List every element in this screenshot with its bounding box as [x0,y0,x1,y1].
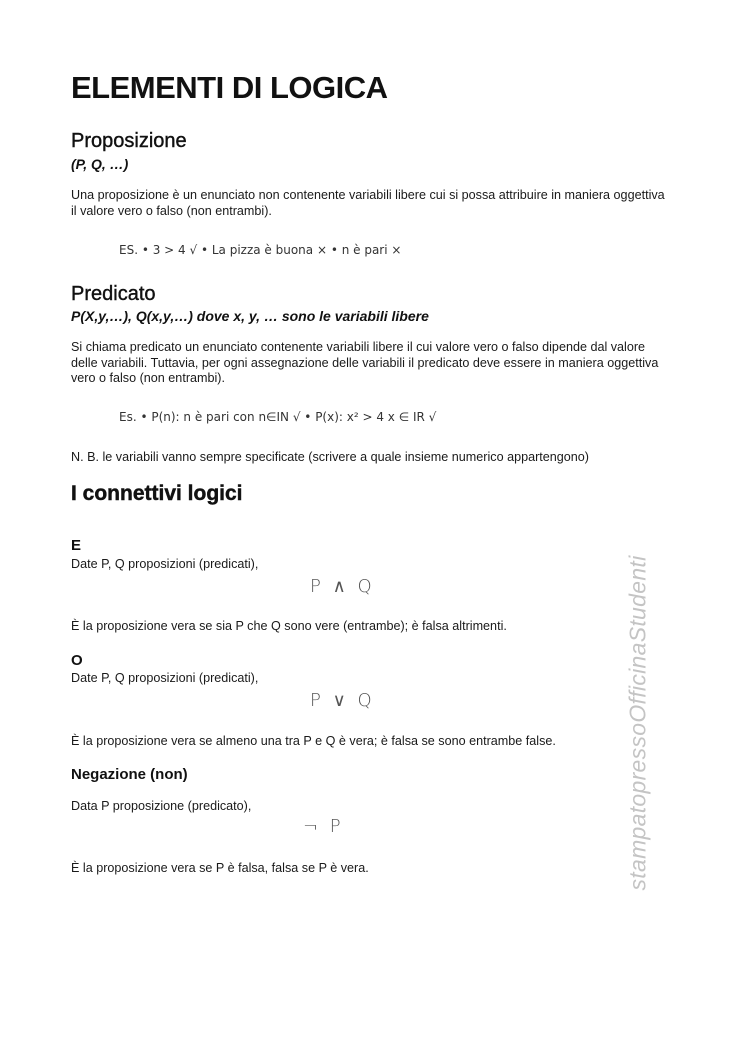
proposizione-example: ES. • 3 > 4 √ • La pizza è buona × • n è pari × [119,243,402,257]
or-formula: P ∨ Q [310,690,375,711]
predicato-subtitle: P(X,y,…), Q(x,y,…) dove x, y, … sono le variabili libere [71,308,429,324]
and-intro: Date P, Q proposizioni (predicati), [71,557,259,571]
proposizione-heading: Proposizione [71,130,187,152]
not-definition: È la proposizione vera se P è falsa, falsa se P è vera. [71,861,369,875]
not-heading: Negazione (non) [71,766,188,783]
predicato-definition: Si chiama predicato un enunciato contenente variabili libere il cui valore vero o falso dipende dal valore delle variabili. Tuttavia, per ogni assegnazione delle variabili il predicato deve essere in maniera oggettiva vero o falso (non entrambi). [71,340,659,385]
predicato-example: Es. • P(n): n è pari con n∈IN √ • P(x): x² > 4 x ∈ IR √ [119,410,437,424]
and-formula: P ∧ Q [310,576,375,597]
connettivi-heading: I connettivi logici [71,482,243,505]
proposizione-subtitle: (P, Q, …) [71,156,129,172]
page-title: ELEMENTI DI LOGICA [71,70,388,105]
not-intro: Data P proposizione (predicato), [71,799,252,813]
predicato-heading: Predicato [71,283,156,305]
predicato-note: N. B. le variabili vanno sempre specificate (scrivere a quale insieme numerico appartengono) [71,450,589,464]
proposizione-definition: Una proposizione è un enunciato non contenente variabili libere cui si possa attribuire in maniera oggettiva il valore vero o falso (non entrambi). [71,188,665,218]
or-intro: Date P, Q proposizioni (predicati), [71,671,259,685]
or-heading: O [71,652,83,669]
and-heading: E [71,537,82,554]
and-definition: È la proposizione vera se sia P che Q sono vere (entrambe); è falsa altrimenti. [71,619,507,633]
not-formula: ¬ P [303,816,344,837]
or-definition: È la proposizione vera se almeno una tra P e Q è vera; è falsa se sono entrambe false. [71,734,556,748]
watermark: stampatopressoOfficinaStudenti [624,555,651,891]
